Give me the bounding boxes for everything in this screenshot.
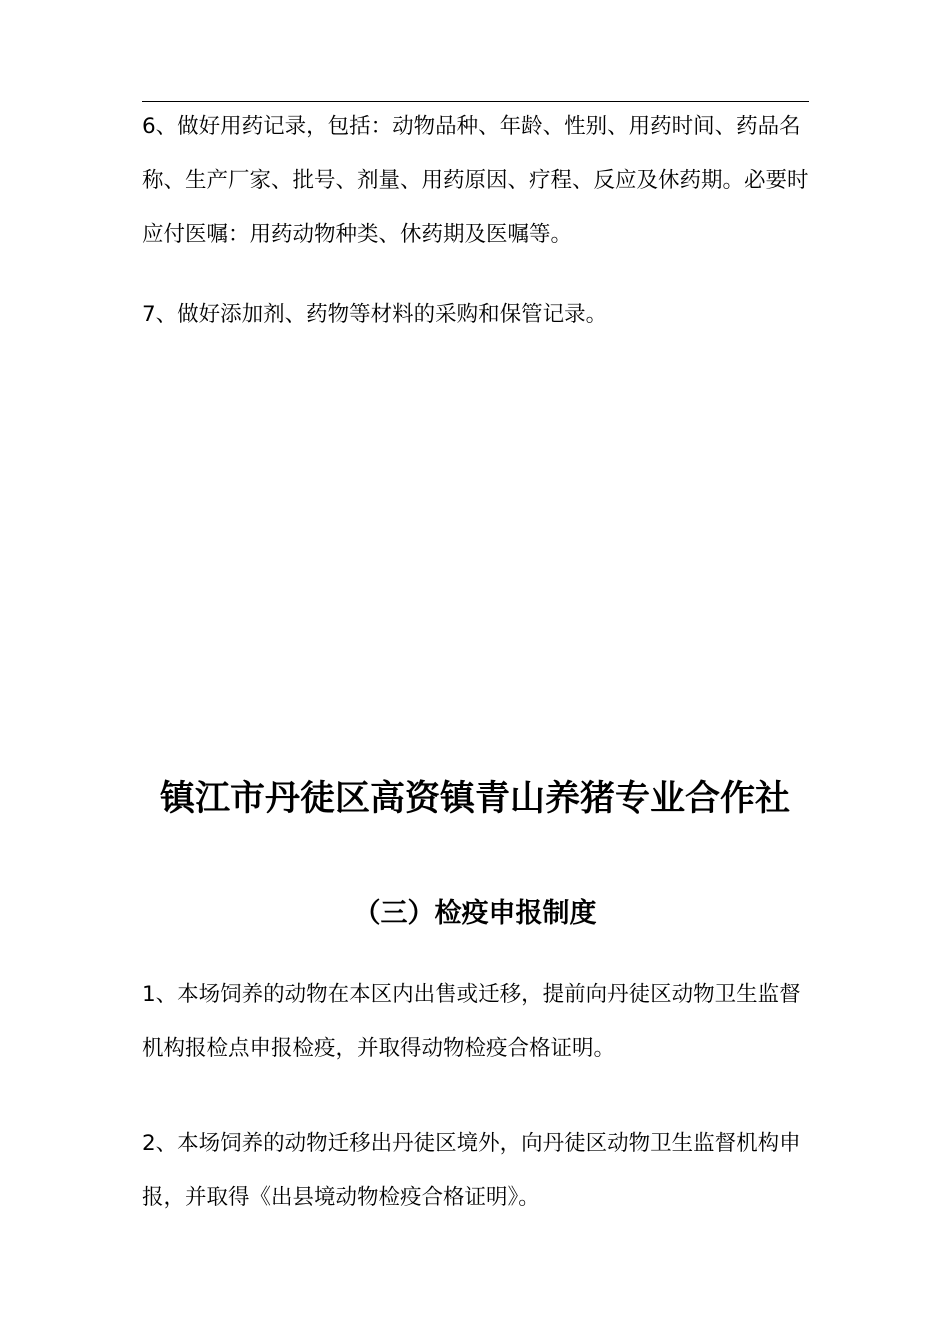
paragraph-item-7: 7、做好添加剂、药物等材料的采购和保管记录。: [142, 302, 608, 327]
document-title: 镇江市丹徒区高资镇青山养猪专业合作社: [159, 779, 790, 819]
paragraph-section-item-1: 1、本场饲养的动物在本区内出售或迁移，提前向丹徒区动物卫生监督机构报检点申报检疫，并取得动物检疫合格证明。: [142, 982, 801, 1061]
paragraph-item-6: 6、做好用药记录，包括：动物品种、年龄、性别、用药时间、药品名称、生产厂家、批号、剂量、用药原因、疗程、反应及休药期。必要时应付医嘱：用药动物种类、休药期及医嘱等。: [142, 114, 809, 247]
paragraph-section-item-2: 2、本场饲养的动物迁移出丹徒区境外，向丹徒区动物卫生监督机构申报，并取得《出县境动物检疫合格证明》。: [142, 1131, 801, 1210]
section-title: （三）检疫申报制度: [353, 898, 597, 929]
